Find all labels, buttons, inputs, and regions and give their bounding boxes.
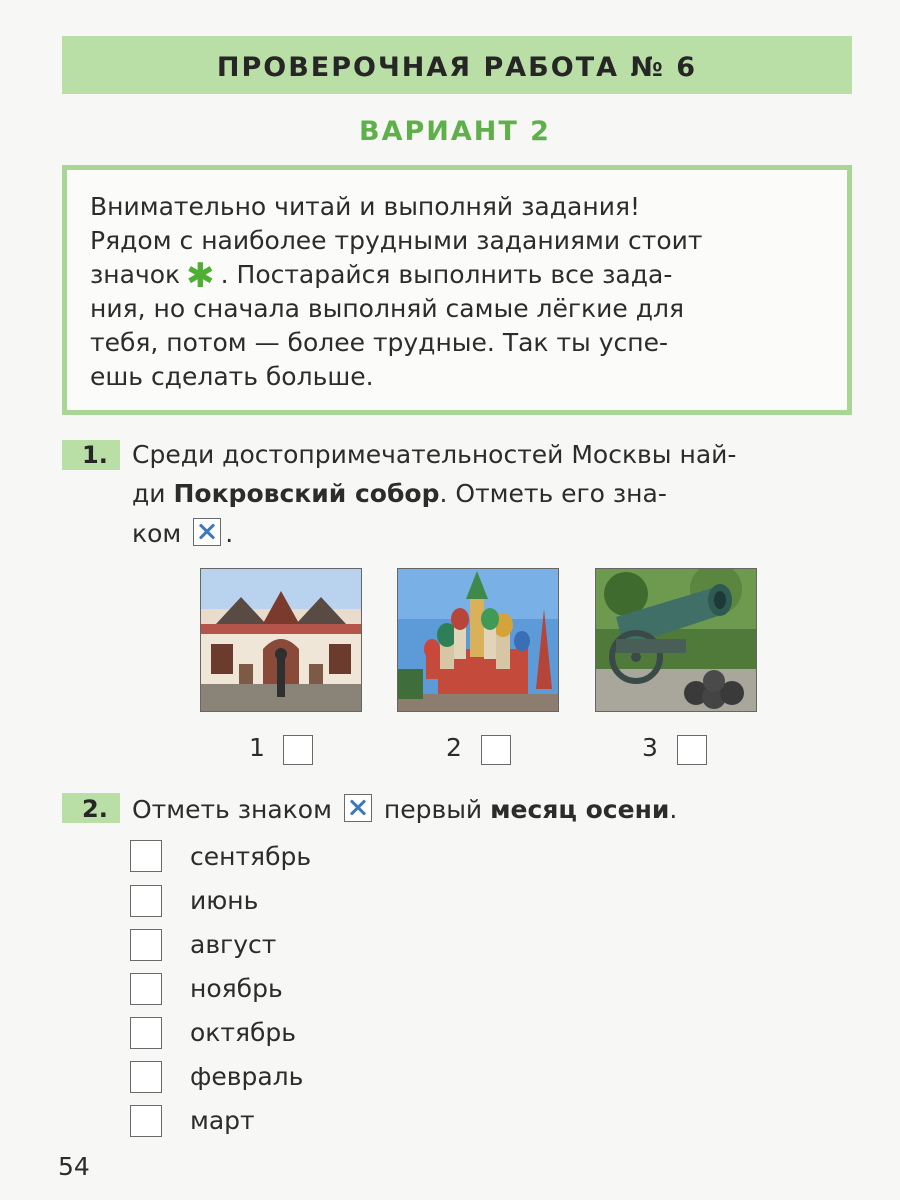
instructions-line-4: ния, но сначала выполняй самые лёгкие для (90, 294, 684, 323)
month-checkbox-3[interactable] (130, 929, 162, 961)
task-1-number: 1. (82, 441, 108, 469)
month-label-2: июнь (190, 886, 259, 915)
first-autumn-month-term: месяц осени (490, 795, 670, 824)
instructions-line-2: Рядом с наиболее трудными заданиями стоит (90, 226, 703, 255)
photo-2-label: 2 (446, 733, 462, 762)
photo-1-label: 1 (249, 733, 265, 762)
month-label-7: март (190, 1106, 255, 1135)
task-2-text-post: . (669, 795, 678, 824)
instructions-line-5: тебя, потом — более трудные. Так ты успе- (90, 328, 668, 357)
month-checkbox-6[interactable] (130, 1061, 162, 1093)
x-mark-example-icon (193, 518, 221, 546)
month-label-3: август (190, 930, 277, 959)
month-label-6: февраль (190, 1062, 304, 1091)
month-checkbox-5[interactable] (130, 1017, 162, 1049)
month-checkbox-4[interactable] (130, 973, 162, 1005)
instructions-line-3 (90, 256, 673, 296)
instructions-line-3-end: . Постарайся выполнить все зада- (220, 260, 673, 289)
star-icon: ✱ (186, 256, 215, 296)
photo-tsar-cannon (595, 568, 757, 712)
month-checkbox-7[interactable] (130, 1105, 162, 1137)
photo-1-checkbox[interactable] (283, 735, 313, 765)
task-2-question (132, 794, 677, 824)
task-1-line-2-pre: ди (132, 479, 174, 508)
instructions-line-1: Внимательно читай и выполняй задания! (90, 192, 640, 221)
task-2-text-mid: первый (383, 795, 491, 824)
task-1-line-2 (132, 479, 667, 508)
month-label-1: сентябрь (190, 842, 312, 871)
photo-3-label: 3 (642, 733, 658, 762)
task-1-line-2-post: . Отметь его зна- (439, 479, 667, 508)
task-1-line-3-post: . (225, 519, 234, 548)
page-number: 54 (58, 1152, 90, 1181)
photo-st-basils-cathedral (397, 568, 559, 712)
month-label-5: октябрь (190, 1018, 297, 1047)
photo-3-checkbox[interactable] (677, 735, 707, 765)
variant-heading: ВАРИАНТ 2 (359, 116, 551, 147)
instructions-line-3-start: значок (90, 260, 181, 289)
month-checkbox-2[interactable] (130, 885, 162, 917)
x-mark-example-icon (344, 794, 372, 822)
pokrovsky-cathedral-term: Покровский собор (173, 479, 440, 508)
task-2-number: 2. (82, 795, 108, 823)
month-label-4: ноябрь (190, 974, 283, 1003)
photo-2-checkbox[interactable] (481, 735, 511, 765)
task-1-line-3 (132, 518, 233, 548)
task-1-line-3-pre: ком (132, 519, 182, 548)
instructions-line-6: ешь сделать больше. (90, 362, 374, 391)
task-2-text-pre: Отметь знаком (132, 795, 332, 824)
month-checkbox-1[interactable] (130, 840, 162, 872)
page-title: ПРОВЕРОЧНАЯ РАБОТА № 6 (216, 52, 698, 83)
photo-tretyakov-gallery (200, 568, 362, 712)
task-1-line-1: Среди достопримечательностей Москвы най- (132, 440, 737, 469)
